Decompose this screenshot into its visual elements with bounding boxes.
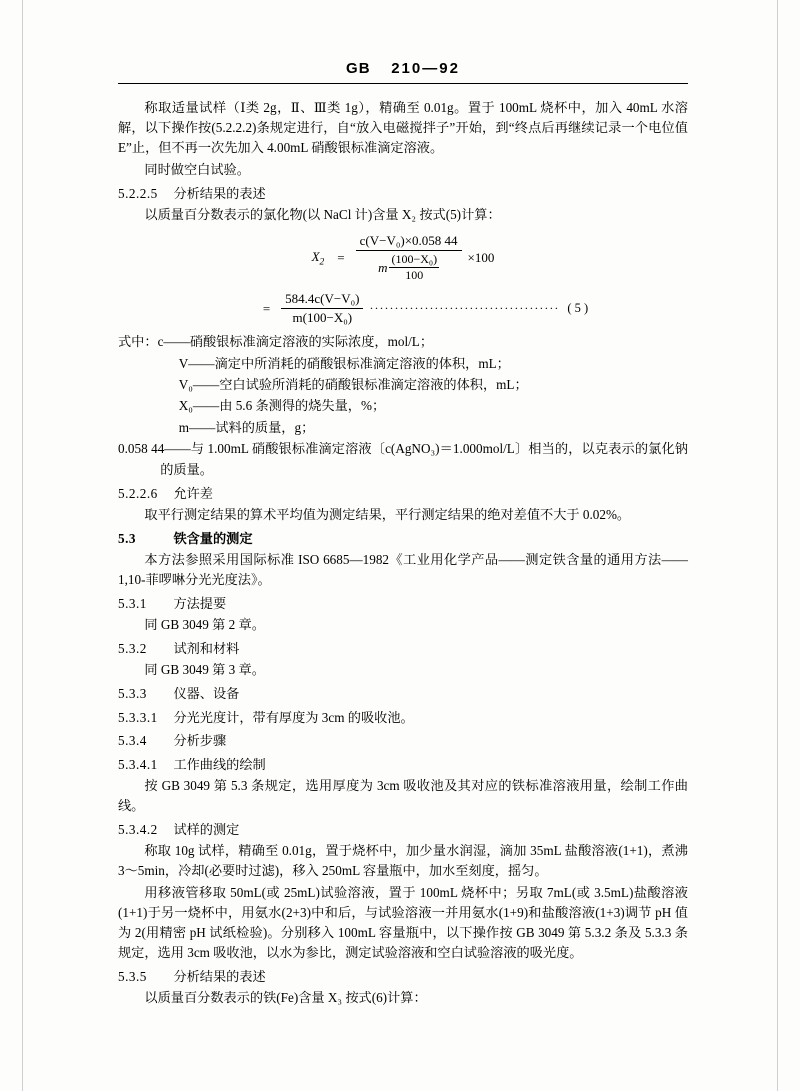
header-rule — [118, 83, 688, 84]
section-title: 仪器、设备 — [173, 685, 240, 701]
document-header — [118, 60, 688, 77]
section-title: 分析步骤 — [173, 733, 227, 749]
formula-simplified-fraction — [281, 291, 363, 326]
section-number: 5.3.4 — [118, 733, 147, 749]
formula-leader-dots: ······································ — [369, 301, 560, 316]
formula-main-fraction — [356, 233, 462, 283]
symbol-definitions-list — [118, 332, 688, 480]
section-5-3-4 — [118, 731, 688, 751]
section-number: 5.3 — [118, 531, 136, 547]
section-title: 分光光度计，带有厚度为 3cm 的吸收池。 — [173, 709, 414, 725]
section-5-3-2 — [118, 639, 688, 659]
page-content — [118, 60, 688, 1010]
where-item-X0: X₀——由 5.6 条测得的烧失量，%； — [178, 398, 386, 414]
formula-line-2 — [118, 291, 688, 326]
standard-prefix: GB — [346, 60, 371, 77]
paragraph-working-curve: 按 GB 3049 第 5.3 条规定，选用厚度为 3cm 吸收池及其对应的铁标准溶液用量，绘制工作曲线。 — [118, 777, 688, 814]
formula-denominator — [374, 251, 443, 283]
paragraph-iron-formula-intro: 以质量百分数表示的铁(Fe)含量 X₃ 按式(6)计算： — [144, 990, 427, 1006]
formula-equation-number: ( 5 ) — [567, 301, 589, 316]
formula-line-1 — [118, 233, 688, 283]
formula-denominator-2: m(100−X₀) — [292, 310, 353, 326]
section-title: 试样的测定 — [173, 822, 240, 838]
formula-lhs: $X_2$ — [311, 248, 325, 268]
section-5-3-3 — [118, 684, 688, 704]
section-title: 允许差 — [173, 486, 213, 502]
paragraph-tolerance: 取平行测定结果的算术平均值为测定结果，平行测定结果的绝对差值不大于 0.02%。 — [144, 507, 631, 523]
section-number: 5.3.2 — [118, 640, 147, 656]
paragraph-sample-weighing: 称取适量试样（Ⅰ类 2g，Ⅱ、Ⅲ类 1g），精确至 0.01g。置于 100mL 烧杯中，加入 40mL 水溶解，以下操作按(5.2.2.2)条规定进行，自“放入电磁搅拌子”开始，到“终点后再继续记录一个电位值 E”止，但不再一次先加入 4.00mL 硝酸银标准滴定溶液。 — [118, 100, 688, 156]
where-intro-line: 式中：c——硝酸银标准滴定溶液的实际浓度，mol/L； — [118, 334, 434, 350]
formula-numerator-2: 584.4c(V−V₀) — [285, 291, 360, 307]
formula-equals-2: = — [262, 300, 271, 316]
section-5-2-2-6 — [118, 484, 688, 504]
section-5-3-5 — [118, 967, 688, 987]
nested-denominator: 100 — [405, 268, 424, 283]
section-number: 5.2.2.6 — [118, 486, 158, 502]
denominator-m: m — [378, 259, 388, 275]
section-5-3 — [118, 529, 688, 549]
section-5-2-2-5 — [118, 184, 688, 204]
section-title: 试剂和材料 — [173, 640, 240, 656]
paragraph-method-summary: 同 GB 3049 第 2 章。 — [144, 616, 265, 632]
section-title: 工作曲线的绘制 — [173, 757, 266, 773]
nested-numerator: (100−X₀) — [391, 252, 438, 267]
section-title: 分析结果的表述 — [173, 186, 266, 202]
section-5-3-3-1 — [118, 708, 688, 728]
section-5-3-4-1 — [118, 755, 688, 775]
section-title: 方法提要 — [173, 596, 227, 612]
page-edge-right — [777, 0, 778, 1091]
paragraph-blank-test: 同时做空白试验。 — [144, 162, 250, 178]
where-item-V0: V₀——空白试验所消耗的硝酸银标准滴定溶液的体积，mL； — [178, 377, 528, 393]
section-number: 5.2.2.5 — [118, 186, 158, 202]
section-title: 铁含量的测定 — [173, 531, 253, 547]
where-item-m: m——试料的质量，g； — [178, 419, 315, 435]
section-number: 5.3.5 — [118, 969, 147, 985]
where-item-V: V——滴定中所消耗的硝酸银标准滴定溶液的体积，mL； — [178, 355, 510, 371]
section-number: 5.3.4.1 — [118, 757, 158, 773]
formula-5 — [118, 233, 688, 326]
section-title: 分析结果的表述 — [173, 969, 266, 985]
section-5-3-4-2 — [118, 820, 688, 840]
section-number: 5.3.1 — [118, 596, 147, 612]
formula-numerator: c(V−V₀)×0.058 44 — [359, 233, 458, 249]
standard-number: 210—92 — [391, 60, 460, 77]
nested-fraction — [389, 252, 439, 283]
paragraph-iso-reference: 本方法参照采用国际标准 ISO 6685—1982《工业用化学产品——测定铁含量的通用方法——1,10-菲啰啉分光光度法》。 — [118, 551, 688, 587]
paragraph-chloride-formula-intro: 以质量百分数表示的氯化物(以 NaCl 计)含量 X₂ 按式(5)计算： — [144, 207, 501, 223]
paragraph-reagents: 同 GB 3049 第 3 章。 — [144, 661, 265, 677]
section-5-3-1 — [118, 594, 688, 614]
formula-equals: = — [337, 250, 345, 266]
formula-multiplier: ×100 — [467, 250, 495, 266]
paragraph-pipette-procedure: 用移液管移取 50mL(或 25mL)试验溶液，置于 100mL 烧杯中；另取 7mL(或 3.5mL)盐酸溶液(1+1)于另一烧杯中，用氨水(2+3)中和后，与试验溶液一并用氨水(1+9)和盐酸溶液(1+3)调节 pH 值为 2(用精密 pH 试纸检验)。分别移入 100mL 容量瓶中，以下操作按 GB 3049 第 5.3.2 条及 5.3.3 条规定，选用 3cm 吸收池，以水为参比，测定试验溶液和空白试验溶液的吸光度。 — [118, 885, 688, 961]
page-edge-left — [22, 0, 23, 1091]
where-item-constant: 0.058 44——与 1.00mL 硝酸银标准滴定溶液〔c(AgNO₃)＝1.000mol/L〕相当的，以克表示的氯化钠的质量。 — [118, 441, 688, 477]
section-number: 5.3.3 — [118, 685, 147, 701]
paragraph-sample-prep: 称取 10g 试样，精确至 0.01g，置于烧杯中，加少量水润湿，滴加 35mL 盐酸溶液(1+1)，煮沸 3～5min，冷却(必要时过滤)，移入 250mL 容量瓶中，加水至刻度，摇匀。 — [118, 842, 688, 878]
section-number: 5.3.3.1 — [118, 709, 158, 725]
section-number: 5.3.4.2 — [118, 822, 158, 838]
